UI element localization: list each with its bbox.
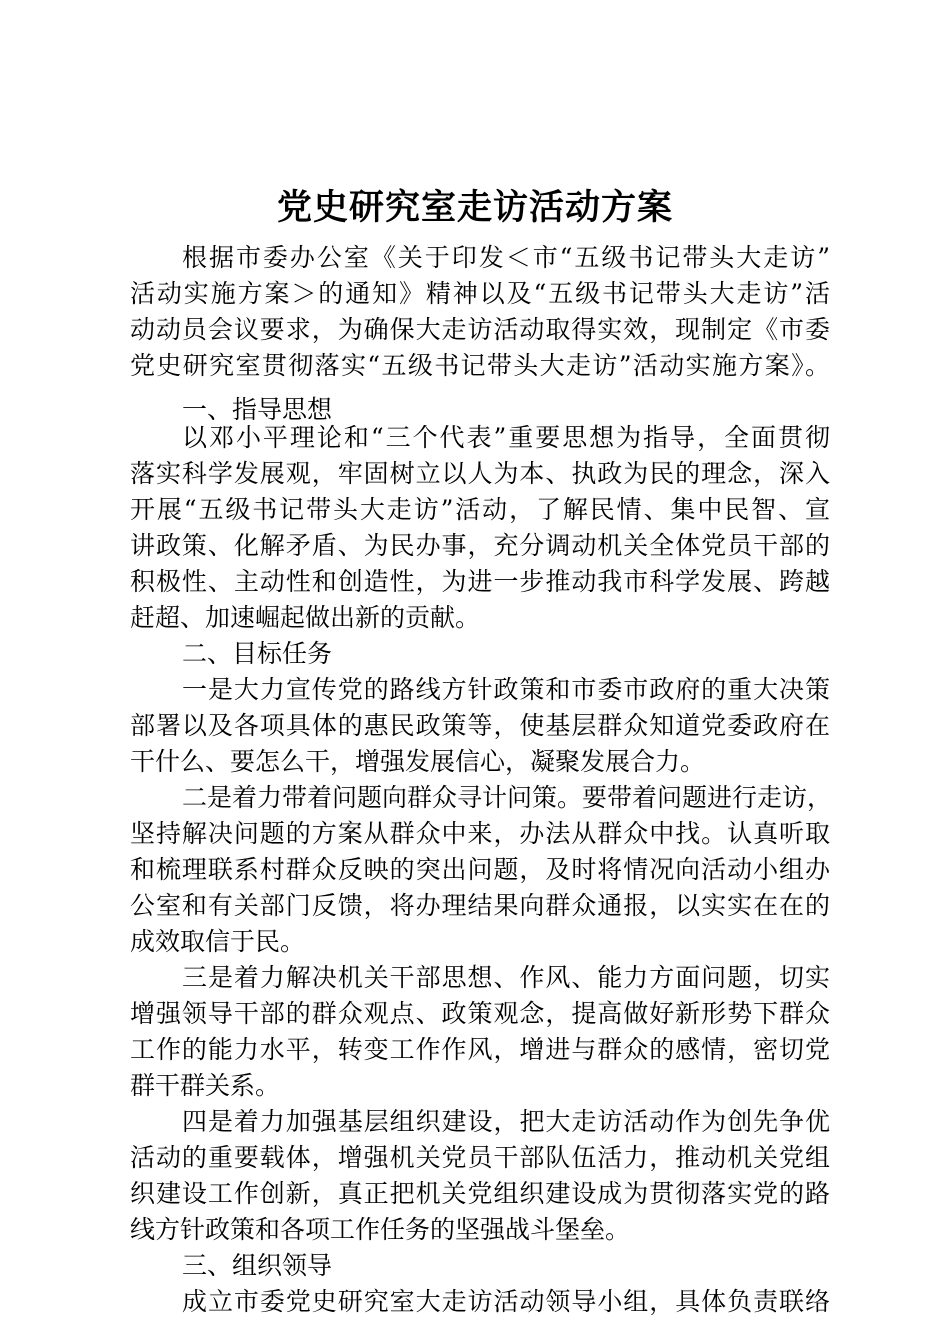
paragraph-line: 赶超、加速崛起做出新的贡献。 bbox=[130, 603, 481, 632]
paragraph-line: 落实科学发展观，牢固树立以人为本、执政为民的理念，深入 bbox=[130, 459, 830, 488]
paragraph-line: 干什么、要怎么干，增强发展信心，凝聚发展合力。 bbox=[130, 747, 706, 776]
paragraph-line: 部署以及各项具体的惠民政策等，使基层群众知道党委政府在 bbox=[130, 711, 830, 740]
paragraph-line: 和梳理联系村群众反映的突出问题，及时将情况向活动小组办 bbox=[130, 855, 830, 884]
paragraph-line: 以邓小平理论和“三个代表”重要思想为指导，全面贯彻 bbox=[182, 423, 830, 452]
paragraph-line: 三是着力解决机关干部思想、作风、能力方面问题，切实 bbox=[182, 963, 830, 992]
section-heading: 一、指导思想 bbox=[182, 395, 333, 424]
paragraph-line: 群干群关系。 bbox=[130, 1071, 281, 1100]
paragraph-line: 增强领导干部的群众观点、政策观念，提高做好新形势下群众 bbox=[130, 999, 830, 1028]
paragraph-line: 积极性、主动性和创造性，为进一步推动我市科学发展、跨越 bbox=[130, 567, 830, 596]
paragraph-line: 坚持解决问题的方案从群众中来，办法从群众中找。认真听取 bbox=[130, 819, 830, 848]
document-title: 党史研究室走访活动方案 bbox=[276, 187, 673, 228]
paragraph-line: 成立市委党史研究室大走访活动领导小组，具体负责联络 bbox=[182, 1287, 830, 1316]
paragraph-line: 二是着力带着问题向群众寻计问策。要带着问题进行走访， bbox=[182, 783, 833, 812]
paragraph-line: 根据市委办公室《关于印发＜市“五级书记带头大走访” bbox=[182, 243, 830, 272]
paragraph-line: 工作的能力水平，转变工作作风，增进与群众的感情，密切党 bbox=[130, 1035, 830, 1064]
paragraph-line: 四是着力加强基层组织建设，把大走访活动作为创先争优 bbox=[182, 1107, 830, 1136]
paragraph-line: 开展“五级书记带头大走访”活动，了解民情、集中民智、宣 bbox=[130, 495, 830, 524]
paragraph-line: 党史研究室贯彻落实“五级书记带头大走访”活动实施方案》。 bbox=[130, 351, 830, 380]
paragraph-line: 一是大力宣传党的路线方针政策和市委市政府的重大决策 bbox=[182, 675, 830, 704]
section-heading: 三、组织领导 bbox=[182, 1251, 333, 1280]
paragraph-line: 活动的重要载体，增强机关党员干部队伍活力，推动机关党组 bbox=[130, 1143, 830, 1172]
paragraph-line: 线方针政策和各项工作任务的坚强战斗堡垒。 bbox=[130, 1215, 631, 1244]
paragraph-line: 成效取信于民。 bbox=[130, 927, 306, 956]
paragraph-line: 动动员会议要求，为确保大走访活动取得实效，现制定《市委 bbox=[130, 315, 830, 344]
paragraph-line: 织建设工作创新，真正把机关党组织建设成为贯彻落实党的路 bbox=[130, 1179, 830, 1208]
paragraph-line: 公室和有关部门反馈，将办理结果向群众通报，以实实在在的 bbox=[130, 891, 830, 920]
paragraph-line: 活动实施方案＞的通知》精神以及“五级书记带头大走访”活 bbox=[130, 279, 830, 308]
section-heading: 二、目标任务 bbox=[182, 639, 333, 668]
paragraph-line: 讲政策、化解矛盾、为民办事，充分调动机关全体党员干部的 bbox=[130, 531, 830, 560]
